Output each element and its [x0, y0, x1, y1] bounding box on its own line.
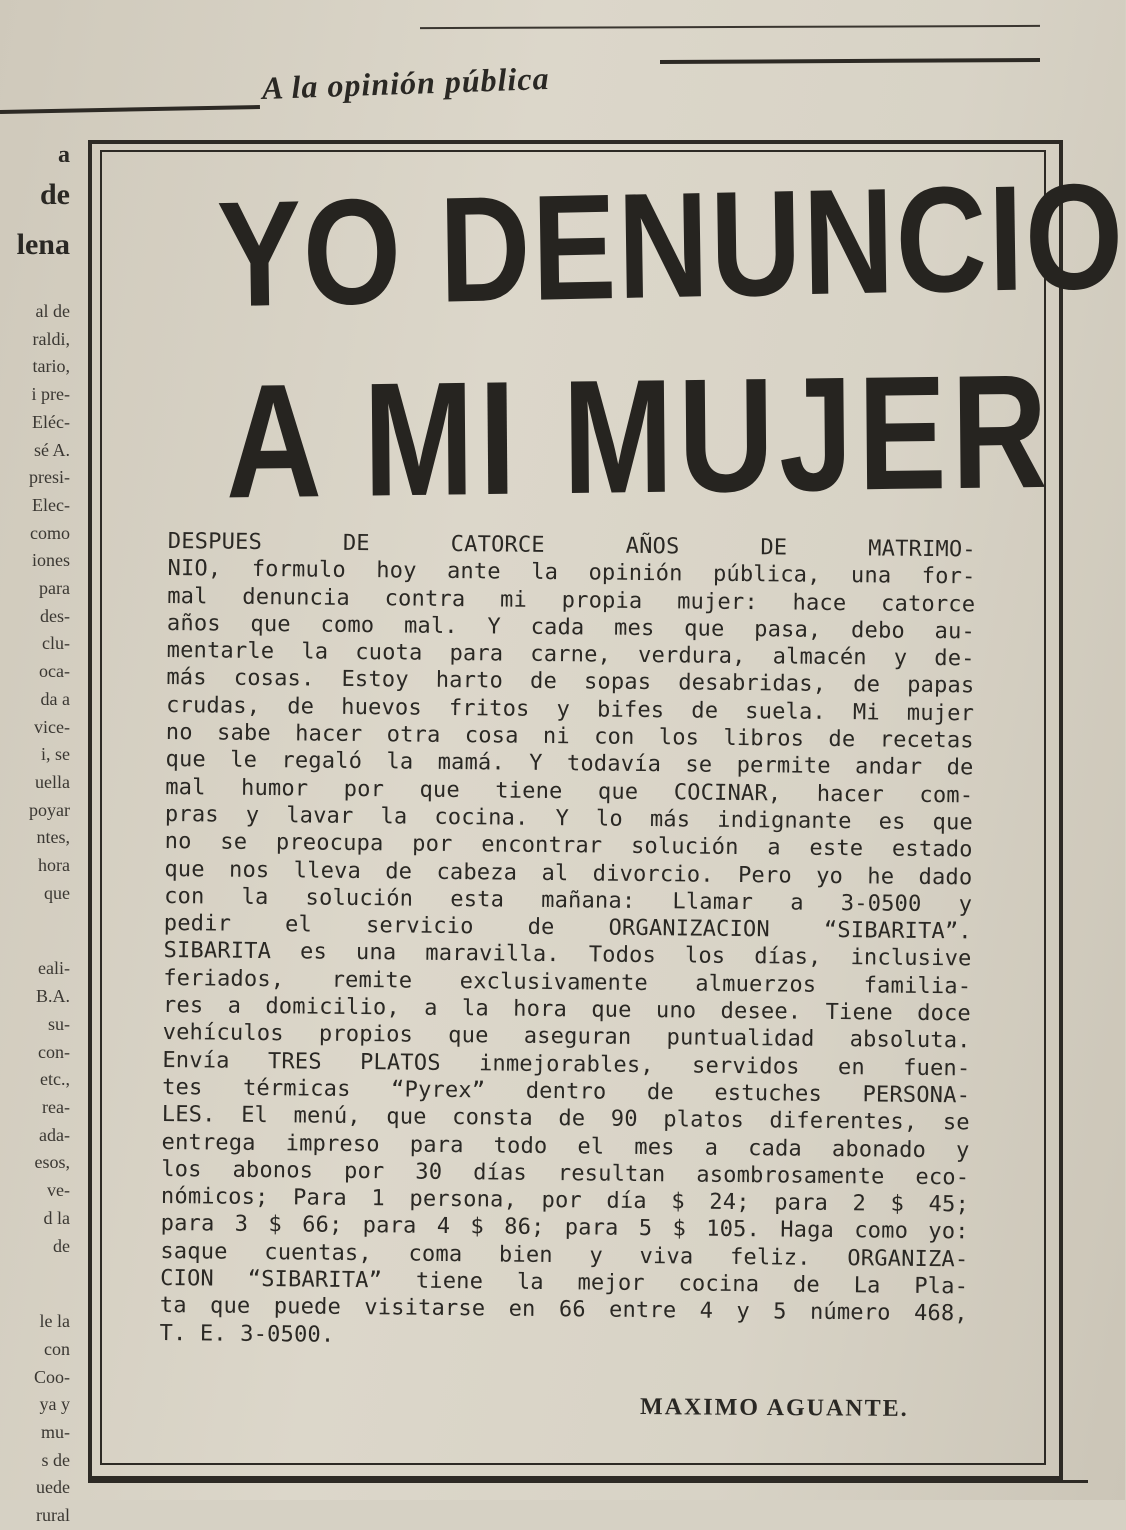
- body-line: crudas, de huevos fritos y bifes de suela. Mi mujer: [166, 692, 975, 727]
- adjacent-line: rea-: [42, 1096, 70, 1117]
- body-line: saque cuentas, coma bien y viva feliz. ORGANIZA-: [160, 1238, 969, 1273]
- adjacent-text-block: [0, 1308, 78, 1530]
- adjacent-line: poyar: [29, 799, 70, 820]
- adjacent-line: ya y: [39, 1394, 70, 1415]
- body-line: pras y lavar la cocina. Y lo más indignante es que: [164, 801, 974, 836]
- adjacent-line: d la: [43, 1207, 70, 1228]
- body-line: no sabe hacer otra cosa ni con los libros de recetas: [165, 720, 974, 754]
- body-line: mal denuncia contra mi propia mujer: hace catorce: [167, 583, 976, 618]
- adjacent-line: su-: [48, 1013, 70, 1034]
- adjacent-line: sé A.: [34, 439, 70, 460]
- adjacent-line: presi-: [29, 467, 70, 488]
- adjacent-line: s de: [41, 1449, 70, 1470]
- body-line: NIO, formulo hoy ante la opinión pública, una for-: [167, 556, 976, 590]
- signature: MAXIMO AGUANTE.: [639, 1394, 909, 1422]
- body-line: mal humor por que tiene que COCINAR, hacer com-: [165, 774, 974, 809]
- adjacent-line: eali-: [38, 958, 70, 979]
- body-line: CION “SIBARITA” tiene la mejor cocina de La Pla-: [160, 1265, 969, 1300]
- body-line: DESPUES DE CATORCE AÑOS DE MATRIMO-: [167, 528, 976, 563]
- body-line: res a domicilio, a la hora que uno desee. Tiene doce: [162, 993, 972, 1027]
- adjacent-line: ntes,: [36, 827, 70, 848]
- adjacent-line: Elec-: [32, 494, 70, 515]
- adjacent-line: da a: [40, 688, 70, 709]
- adjacent-line: esos,: [34, 1152, 70, 1173]
- adjacent-line: de: [53, 1235, 70, 1256]
- adjacent-heading-line: a: [58, 142, 70, 168]
- adjacent-line: hora: [38, 855, 70, 876]
- body-line: mentarle la cuota para carne, verdura, almacén y de-: [166, 638, 975, 672]
- body-line: vehículos propios que aseguran puntualidad absoluta.: [162, 1020, 971, 1054]
- adjacent-line: Coo-: [34, 1366, 70, 1387]
- adjacent-heading-line: lena: [16, 228, 70, 261]
- next-box-edge: [88, 1480, 1088, 1503]
- adjacent-line: iones: [32, 550, 70, 571]
- adjacent-line: ada-: [39, 1124, 70, 1145]
- body-line: nómicos; Para 1 persona, por día $ 24; para 2 $ 45;: [160, 1184, 970, 1218]
- body-line: T. E. 3-0500.: [159, 1320, 335, 1348]
- adjacent-line: vice-: [34, 716, 70, 737]
- body-line: tes térmicas “Pyrex” dentro de estuches PERSONA-: [162, 1074, 971, 1109]
- body-line: feriados, remite exclusivamente almuerzos familia-: [163, 965, 972, 1000]
- adjacent-line: oca-: [39, 661, 70, 682]
- body-line: con la solución esta mañana: Llamar a 3-0500 y: [164, 883, 973, 918]
- adjacent-line: i, se: [41, 744, 70, 765]
- body-line: no se preocupa por encontrar solución a este estado: [164, 829, 973, 863]
- adjacent-line: des-: [40, 605, 70, 626]
- adjacent-line: ve-: [47, 1180, 70, 1201]
- advert-body: [159, 528, 976, 1355]
- body-line: entrega impreso para todo el mes a cada abonado y: [161, 1129, 970, 1163]
- adjacent-line: mu-: [41, 1422, 70, 1443]
- adjacent-line: tario,: [32, 356, 70, 377]
- adjacent-line: etc.,: [40, 1069, 70, 1090]
- adjacent-line: uede: [36, 1477, 70, 1498]
- adjacent-line: rural: [36, 1505, 70, 1526]
- adjacent-line: como: [30, 522, 70, 543]
- adjacent-text-block: [0, 298, 78, 907]
- body-line: Envía TRES PLATOS inmejorables, servidos en fuen-: [162, 1047, 971, 1082]
- adjacent-line: clu-: [42, 633, 70, 654]
- adjacent-column-heading: [0, 140, 70, 270]
- headline-line-1: YO DENUNCIO: [216, 151, 1126, 339]
- adjacent-line: que: [44, 882, 70, 903]
- adjacent-line: i pre-: [31, 384, 70, 405]
- adjacent-line: uella: [35, 771, 70, 792]
- body-line: SIBARITA es una maravilla. Todos los días, inclusive: [163, 938, 972, 972]
- adjacent-line: con: [44, 1338, 70, 1359]
- adjacent-line: raldi,: [32, 328, 70, 349]
- body-line: que nos lleva de cabeza al divorcio. Pero yo he dado: [164, 856, 973, 891]
- adjacent-line: con-: [38, 1041, 70, 1062]
- adjacent-column: [0, 140, 78, 1526]
- adjacent-heading-line: de: [40, 178, 70, 211]
- kicker: A la opinión pública: [261, 59, 551, 106]
- body-line: pedir el servicio de ORGANIZACION “SIBARITA”.: [163, 911, 972, 945]
- adjacent-line: B.A.: [35, 986, 70, 1007]
- adjacent-line: al de: [35, 301, 70, 321]
- adjacent-text-block: [0, 955, 78, 1260]
- body-line: años que como mal. Y cada mes que pasa, debo au-: [166, 610, 976, 645]
- body-line: LES. El menú, que consta de 90 platos diferentes, se: [161, 1102, 970, 1136]
- body-line: ta que puede visitarse en 66 entre 4 y 5 número 468,: [159, 1293, 968, 1327]
- adjacent-line: para: [39, 578, 70, 599]
- adjacent-line: le la: [39, 1311, 70, 1332]
- body-line: para 3 $ 66; para 4 $ 86; para 5 $ 105. Haga como yo:: [160, 1211, 969, 1245]
- headline-line-2: A MI MUJER: [224, 340, 1053, 533]
- body-line: que le regaló la mamá. Y todavía se permite andar de: [165, 747, 974, 781]
- body-line: más cosas. Estoy harto de sopas desabridas, de papas: [166, 665, 975, 699]
- body-line: los abonos por 30 días resultan asombrosamente eco-: [161, 1156, 970, 1191]
- adjacent-line: Eléc-: [32, 411, 70, 432]
